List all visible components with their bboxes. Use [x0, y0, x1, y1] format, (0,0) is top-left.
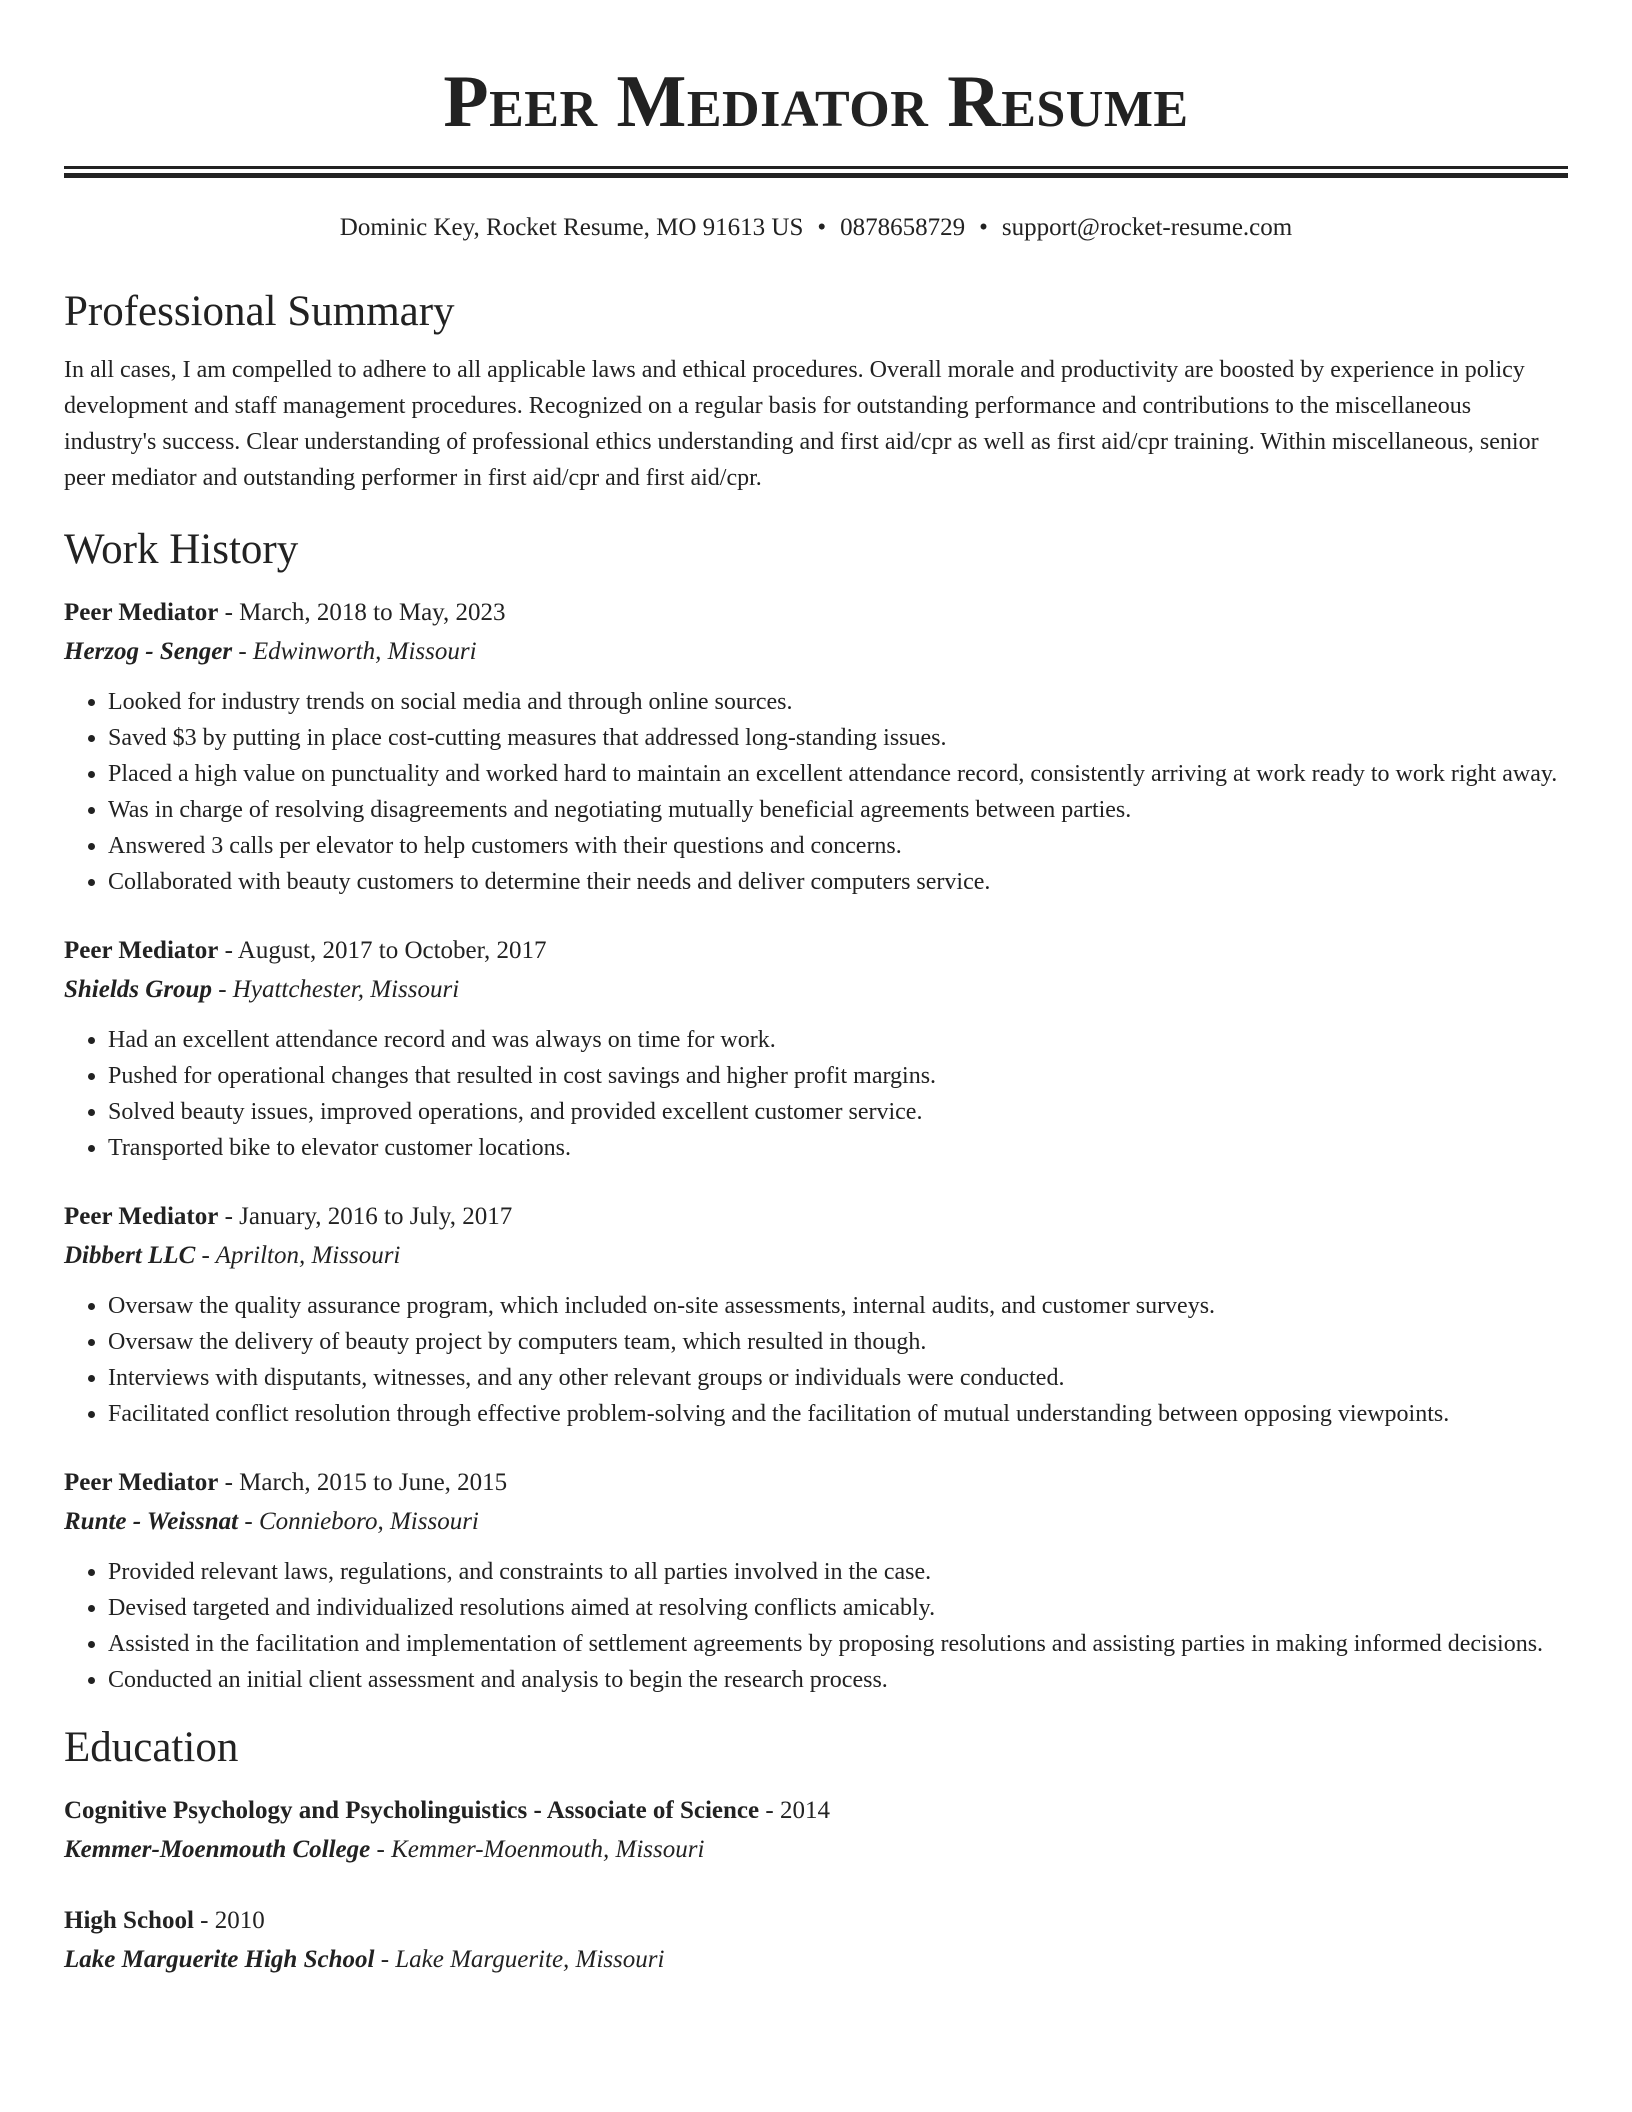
summary-text: In all cases, I am compelled to adhere to all applicable laws and ethical procedures. Overall morale and productivity are boosted by experience in policy development and staff management procedures. Recognized on a regular basis for outstanding performance and contributions to the miscellaneous industry's success. Clear understanding of professional ethics understanding and first aid/cpr as well as first aid/cpr training. Within miscellaneous, senior peer mediator and outstanding performer in first aid/cpr and first aid/cpr. — [64, 357, 1539, 491]
list-item: • Solved beauty issues, improved operations, and provided excellent customer service. — [108, 1094, 1568, 1130]
list-item: • Placed a high value on punctuality and worked hard to maintain an excellent attendance record, consistently arriving at work ready to work right away. — [108, 756, 1568, 792]
degree-line — [64, 1792, 1568, 1830]
contact-phone: 0878658729 — [840, 214, 966, 241]
list-item: • Answered 3 calls per elevator to help customers with their questions and concerns. — [108, 828, 1568, 864]
job-company: Dibbert LLC — [64, 1242, 196, 1269]
list-item: • Saved $3 by putting in place cost-cutting measures that addressed long-standing issues. — [108, 720, 1568, 756]
graduation-year: - 2014 — [759, 1797, 830, 1824]
job-company: Herzog - Senger — [64, 638, 233, 665]
page-title: Peer Mediator Resume — [443, 61, 1189, 143]
job-bullets — [64, 684, 1568, 900]
list-item: • Devised targeted and individualized resolutions aimed at resolving conflicts amicably. — [108, 1590, 1568, 1626]
education-section — [64, 1720, 1568, 1980]
list-item: • Was in charge of resolving disagreements and negotiating mutually beneficial agreements between parties. — [108, 792, 1568, 828]
job-company-line — [64, 1502, 1568, 1542]
list-item: • Transported bike to elevator customer locations. — [108, 1130, 1568, 1166]
job-title: Peer Mediator — [64, 1203, 219, 1230]
education-heading: Education — [64, 1724, 239, 1771]
job-dates: - March, 2018 to May, 2023 — [218, 599, 506, 626]
graduation-year: - 2010 — [193, 1907, 265, 1934]
list-item: • Collaborated with beauty customers to determine their needs and deliver computers service. — [108, 864, 1568, 900]
job-entry — [64, 594, 1568, 900]
list-item: • Had an excellent attendance record and was always on time for work. — [108, 1022, 1568, 1058]
job-company: Shields Group — [64, 976, 212, 1003]
contact-separator: • — [817, 214, 827, 241]
job-bullets — [64, 1288, 1568, 1432]
list-item: • Oversaw the quality assurance program, which included on-site assessments, internal audits, and customer surveys. — [108, 1288, 1568, 1324]
job-location: - Aprilton, Missouri — [195, 1242, 401, 1269]
job-title-line — [64, 932, 1568, 970]
job-location: - Connieboro, Missouri — [238, 1508, 479, 1535]
contact-separator: • — [979, 214, 988, 241]
school-line — [64, 1940, 1568, 1980]
list-item: • Oversaw the delivery of beauty project by computers team, which resulted in though. — [108, 1324, 1568, 1360]
summary-heading: Professional Summary — [64, 288, 455, 335]
job-entry — [64, 1198, 1568, 1432]
school-name: Kemmer-Moenmouth College — [64, 1836, 371, 1863]
list-item: • Facilitated conflict resolution through effective problem-solving and the facilitation of mutual understanding between opposing viewpoints. — [108, 1396, 1568, 1432]
title-divider — [64, 166, 1568, 178]
job-title: Peer Mediator — [64, 1469, 219, 1496]
degree: High School — [64, 1907, 194, 1934]
list-item: • Conducted an initial client assessment and analysis to begin the research process. — [108, 1662, 1568, 1698]
job-bullets — [64, 1554, 1568, 1698]
list-item: • Provided relevant laws, regulations, and constraints to all parties involved in the case. — [108, 1554, 1568, 1590]
job-location: - Hyattchester, Missouri — [211, 976, 460, 1003]
list-item: • Assisted in the facilitation and implementation of settlement agreements by proposing resolutions and assisting parties in making informed decisions. — [108, 1626, 1568, 1662]
work-history-section — [64, 522, 1568, 1698]
job-company-line — [64, 1236, 1568, 1276]
contact-line — [64, 212, 1568, 244]
contact-address: Dominic Key, Rocket Resume, MO 91613 US — [339, 214, 804, 241]
list-item: • Interviews with disputants, witnesses, and any other relevant groups or individuals were conducted. — [108, 1360, 1568, 1396]
school-location: - Lake Marguerite, Missouri — [374, 1946, 665, 1973]
school-location: - Kemmer-Moenmouth, Missouri — [370, 1836, 705, 1863]
job-dates: - March, 2015 to June, 2015 — [218, 1469, 508, 1496]
job-title-line — [64, 1464, 1568, 1502]
summary-section — [64, 284, 1568, 496]
job-company-line — [64, 970, 1568, 1010]
job-title-line — [64, 594, 1568, 632]
job-dates: - January, 2016 to July, 2017 — [218, 1203, 513, 1230]
job-title: Peer Mediator — [64, 937, 219, 964]
education-entry — [64, 1792, 1568, 1870]
job-title-line — [64, 1198, 1568, 1236]
education-entry — [64, 1902, 1568, 1980]
school-name: Lake Marguerite High School — [64, 1946, 375, 1973]
job-location: - Edwinworth, Missouri — [232, 638, 477, 665]
job-bullets — [64, 1022, 1568, 1166]
job-entry — [64, 1464, 1568, 1698]
list-item: • Pushed for operational changes that resulted in cost savings and higher profit margins. — [108, 1058, 1568, 1094]
work-history-heading: Work History — [64, 526, 299, 573]
job-company: Runte - Weissnat — [64, 1508, 239, 1535]
job-dates: - August, 2017 to October, 2017 — [218, 937, 547, 964]
list-item: • Looked for industry trends on social media and through online sources. — [108, 684, 1568, 720]
job-entry — [64, 932, 1568, 1166]
resume-page — [64, 0, 1568, 1980]
job-company-line — [64, 632, 1568, 672]
school-line — [64, 1830, 1568, 1870]
degree-line — [64, 1902, 1568, 1940]
job-title: Peer Mediator — [64, 599, 219, 626]
degree: Cognitive Psychology and Psycholinguistics - Associate of Science — [64, 1797, 760, 1824]
contact-email: support@rocket-resume.com — [1001, 214, 1293, 241]
